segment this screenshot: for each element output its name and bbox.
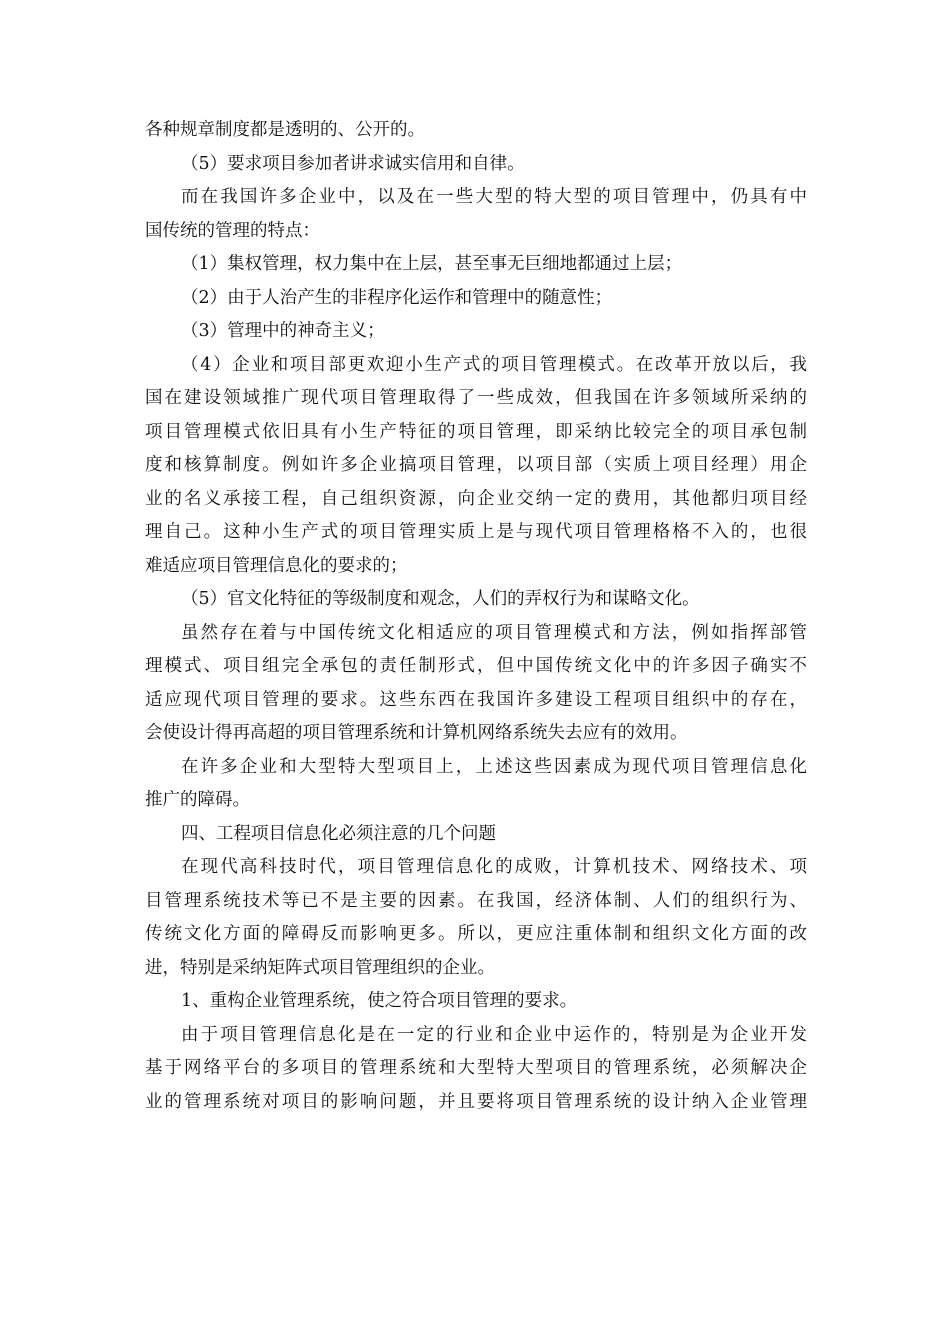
text-line: 理自己。这种小生产式的项目管理实质上是与现代项目管理格格不入的，也很 — [145, 522, 807, 542]
text-line: 进，特别是采纳矩阵式项目管理组织的企业。 — [145, 957, 495, 978]
text-line: 各种规章制度都是透明的、公开的。 — [145, 120, 425, 140]
text-line: 而在我国许多企业中，以及在一些大型的特大型的项目管理中，仍具有中 — [181, 187, 807, 207]
text-line: 度和核算制度。例如许多企业搞项目管理，以项目部（实质上项目经理）用企 — [145, 455, 807, 475]
text-line: （3）管理中的神奇主义； — [181, 321, 385, 341]
text-line: （2）由于人治产生的非程序化运作和管理中的随意性； — [181, 287, 613, 308]
text-line: 由于项目管理信息化是在一定的行业和企业中运作的，特别是为企业开发 — [181, 1024, 807, 1045]
text-line: 基于网络平台的多项目的管理系统和大型特大型项目的管理系统，必须解决企 — [145, 1058, 807, 1078]
text-line: 国在建设领域推广现代项目管理取得了一些成效，但我国在许多领域所采纳的 — [145, 388, 807, 408]
text-line: 适应现代项目管理的要求。这些东西在我国许多建设工程项目组织中的存在， — [145, 689, 807, 710]
text-line: 推广的障碍。 — [145, 790, 250, 810]
text-line: 四、工程项目信息化必须注意的几个问题 — [181, 823, 496, 844]
text-line: 难适应项目管理信息化的要求的； — [145, 555, 408, 576]
body-text — [145, 114, 807, 1119]
text-line: （5）要求项目参加者讲求诚实信用和自律。 — [181, 153, 525, 174]
text-line: （1）集权管理，权力集中在上层，甚至事无巨细地都通过上层； — [181, 254, 683, 274]
text-line: 会使设计得再高超的项目管理系统和计算机网络系统失去应有的效用。 — [145, 723, 688, 743]
text-line: 在现代高科技时代，项目管理信息化的成败，计算机技术、网络技术、项 — [181, 857, 807, 877]
text-line: 理模式、项目组完全承包的责任制形式，但中国传统文化中的许多因子确实不 — [145, 656, 807, 676]
text-line: 业的名义承接工程，自己组织资源，向企业交纳一定的费用，其他都归项目经 — [145, 488, 807, 509]
text-line: 1、重构企业管理系统，使之符合项目管理的要求。 — [181, 991, 578, 1011]
text-line: 项目管理模式依旧具有小生产特征的项目管理，即采纳比较完全的项目承包制 — [145, 421, 807, 442]
text-line: 在许多企业和大型特大型项目上，上述这些因素成为现代项目管理信息化 — [181, 756, 807, 777]
text-line: （4）企业和项目部更欢迎小生产式的项目管理模式。在改革开放以后，我 — [181, 354, 807, 375]
text-line: 目管理系统技术等已不是主要的因素。在我国，经济体制、人们的组织行为、 — [145, 890, 807, 911]
text-line: 国传统的管理的特点： — [145, 220, 320, 241]
text-line: 业的管理系统对项目的影响问题，并且要将项目管理系统的设计纳入企业管理 — [145, 1091, 807, 1112]
text-line: 虽然存在着与中国传统文化相适应的项目管理模式和方法，例如指挥部管 — [181, 622, 807, 643]
text-line: （5）官文化特征的等级制度和观念，人们的弄权行为和谋略文化。 — [181, 589, 700, 609]
text-line: 传统文化方面的障碍反而影响更多。所以，更应注重体制和组织文化方面的改 — [145, 924, 807, 944]
